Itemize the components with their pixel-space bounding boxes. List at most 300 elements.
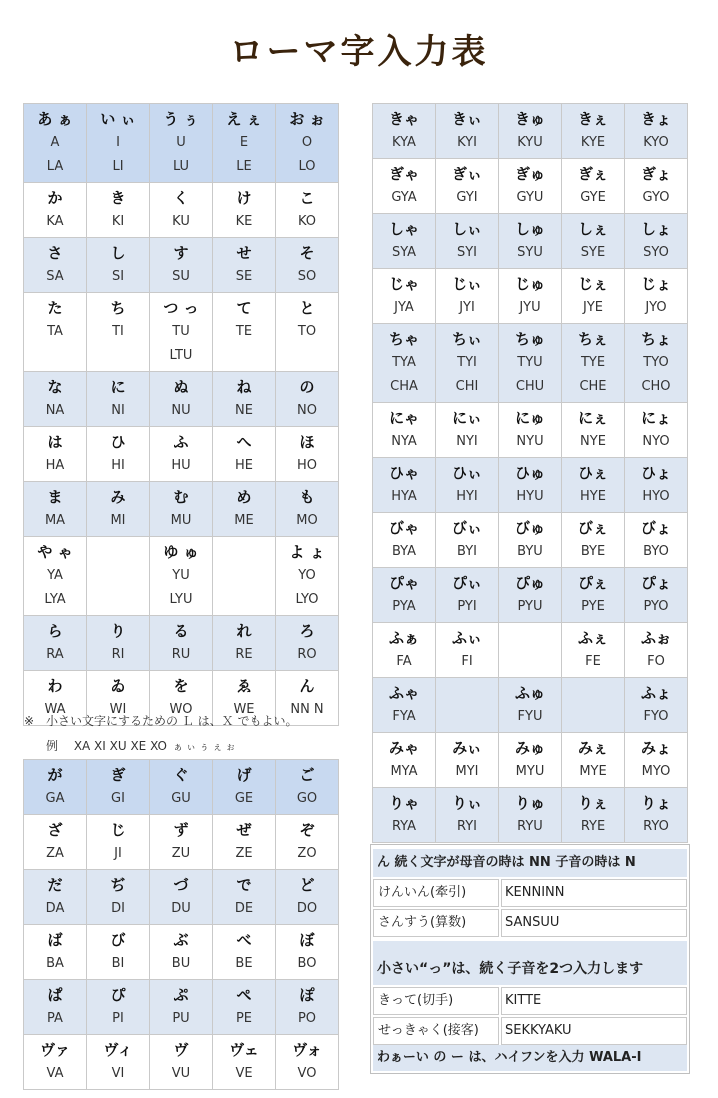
example-kana: ぁ ぃ ぅ ぇ ぉ (172, 742, 236, 753)
kana-cell (625, 513, 688, 568)
small-letter-note: ※ 小さい文字にするための Ｌ は、Ｘ でもよい。 (24, 714, 298, 728)
kana-cell (436, 623, 499, 678)
kana-row (373, 623, 688, 678)
example-row-kennin (373, 879, 687, 907)
kana-cell (625, 733, 688, 788)
kana-cell (87, 537, 150, 616)
kana-cell (436, 458, 499, 513)
kana-character: ふゃ (388, 684, 419, 702)
kana-character: れ (236, 622, 252, 640)
romaji-input: CHI (455, 379, 479, 394)
kana-character: きぃ (451, 110, 482, 128)
example-romaji: SANSUU (501, 909, 687, 937)
kana-character: き (110, 189, 126, 207)
kana-character: が (47, 766, 63, 784)
kana-cell (373, 623, 436, 678)
kana-cell (24, 427, 87, 482)
kana-cell (213, 760, 276, 815)
kana-cell (562, 458, 625, 513)
kana-cell (24, 870, 87, 925)
example-row-sansuu (373, 909, 687, 937)
kana-character: みぃ (452, 739, 482, 757)
example-romaji: KITTE (501, 987, 687, 1015)
romaji-input: GYA (391, 190, 417, 205)
romaji-input: RI (111, 647, 125, 662)
kana-character: ぜ (236, 821, 252, 839)
kana-character: びぇ (577, 519, 608, 537)
romaji-input: SI (111, 269, 125, 284)
kana-cell (213, 1035, 276, 1090)
romaji-input: VA (46, 1066, 64, 1081)
kana-cell (436, 104, 499, 159)
romaji-input: PA (47, 1011, 63, 1026)
kana-character: ひょ (640, 464, 671, 482)
kana-character: ま (47, 488, 63, 506)
romaji-input: MYA (390, 764, 418, 779)
kana-character: に (110, 378, 126, 396)
kana-cell (24, 238, 87, 293)
romaji-input: CHA (390, 379, 418, 394)
kana-cell (87, 482, 150, 537)
romaji-input: ZO (297, 846, 317, 861)
romaji-input: PYE (581, 599, 605, 614)
kana-cell (24, 760, 87, 815)
kana-character: と (299, 299, 315, 317)
kana-row (24, 870, 339, 925)
kana-cell (625, 159, 688, 214)
kana-cell (276, 537, 339, 616)
romaji-input: TA (47, 324, 63, 339)
kana-cell (213, 815, 276, 870)
kana-character: じ (110, 821, 126, 839)
kana-character: じぇ (577, 275, 608, 293)
example-word: けんいん(牽引) (373, 879, 499, 907)
romaji-input: TO (297, 324, 317, 339)
romaji-input: FO (647, 654, 665, 669)
kana-cell (562, 214, 625, 269)
kana-row (24, 482, 339, 537)
kana-character: た (47, 299, 63, 317)
romaji-input: KO (297, 214, 317, 229)
kana-cell (24, 293, 87, 372)
kana-character: ぼ (299, 931, 315, 949)
kana-character: びぃ (451, 519, 482, 537)
romaji-input: WO (169, 702, 193, 717)
romaji-input: ZU (171, 846, 191, 861)
kana-cell (213, 616, 276, 671)
kana-row (24, 815, 339, 870)
romaji-input: PE (235, 1011, 253, 1026)
romaji-input: SYE (580, 245, 606, 260)
romaji-input: VO (297, 1066, 317, 1081)
kana-character: や ゃ (37, 543, 73, 561)
kana-cell (373, 324, 436, 403)
kana-cell (150, 980, 213, 1035)
kana-character: びょ (640, 519, 671, 537)
romaji-input: BYE (580, 544, 606, 559)
kana-character: しゅ (514, 220, 545, 238)
romaji-input: GYO (642, 190, 670, 205)
combo-kana-table (372, 103, 688, 843)
kana-character: しぃ (452, 220, 482, 238)
kana-row (373, 269, 688, 324)
romaji-input: MO (296, 513, 318, 528)
kana-row (24, 616, 339, 671)
kana-cell (276, 427, 339, 482)
romaji-input: FYO (643, 709, 669, 724)
kana-character: じゃ (388, 275, 419, 293)
romaji-input: NO (297, 403, 317, 418)
kana-row (373, 458, 688, 513)
romaji-input: JYI (459, 300, 475, 315)
kana-character: ぎ (110, 766, 126, 784)
romaji-input: I (116, 135, 120, 150)
romaji-input: TYU (517, 355, 543, 370)
romaji-input: A (50, 135, 60, 150)
romaji-input: GE (234, 791, 254, 806)
kana-character: へ (236, 433, 252, 451)
kana-character: ど (299, 876, 315, 894)
kana-character: を (173, 677, 189, 695)
kana-cell (213, 980, 276, 1035)
kana-cell (499, 733, 562, 788)
romaji-input: MYE (579, 764, 607, 779)
romaji-input: FYA (392, 709, 416, 724)
kana-cell (87, 925, 150, 980)
romaji-input: NI (111, 403, 125, 418)
kana-character: ざ (47, 821, 63, 839)
kana-cell (373, 678, 436, 733)
romaji-input: PYA (392, 599, 416, 614)
romaji-input: JYU (519, 300, 541, 315)
kana-character: みゅ (514, 739, 545, 757)
kana-character: ぐ (173, 766, 189, 784)
kana-cell (625, 269, 688, 324)
kana-character: だ (47, 876, 63, 894)
small-tsu-rule: 小さい“っ”は、続く子音を2つ入力します (373, 941, 687, 985)
romaji-input: KE (235, 214, 253, 229)
kana-character: ふぁ (388, 629, 419, 647)
romaji-input: GYU (516, 190, 544, 205)
kana-character: ふぃ (451, 629, 482, 647)
kana-character: る (173, 622, 189, 640)
kana-cell (150, 1035, 213, 1090)
kana-character: ふ (173, 433, 189, 451)
kana-character: きゃ (388, 110, 419, 128)
kana-character: そ (299, 244, 315, 262)
romaji-input: SU (172, 269, 190, 284)
romaji-input: ZE (235, 846, 253, 861)
page-title: ローマ字入力表 (229, 32, 489, 72)
kana-cell (436, 788, 499, 843)
kana-character: ちょ (640, 330, 671, 348)
romaji-input: NN N (290, 702, 324, 717)
kana-character: びゅ (514, 519, 545, 537)
kana-cell (625, 678, 688, 733)
kana-character: さ (47, 244, 63, 262)
kana-character: ぷ (173, 986, 189, 1004)
romaji-input: MU (170, 513, 192, 528)
kana-character: ぱ (47, 986, 63, 1004)
kana-character: じゅ (514, 275, 545, 293)
kana-cell (87, 238, 150, 293)
romaji-input: TYI (457, 355, 477, 370)
romaji-input: HYA (391, 489, 417, 504)
romaji-input: KYO (643, 135, 669, 150)
kana-cell (562, 104, 625, 159)
kana-cell (150, 537, 213, 616)
kana-cell (562, 513, 625, 568)
kana-character: ぬ (173, 378, 189, 396)
kana-cell (276, 760, 339, 815)
kana-cell (436, 403, 499, 458)
kana-character: にゃ (389, 409, 419, 427)
example-word: さんすう(算数) (373, 909, 499, 937)
kana-character: ふゅ (514, 684, 545, 702)
romaji-input: BYU (517, 544, 543, 559)
kana-character: ぴ (110, 986, 126, 1004)
kana-cell (24, 616, 87, 671)
kana-cell (562, 788, 625, 843)
romaji-input: HYO (642, 489, 670, 504)
kana-character: て (236, 299, 252, 317)
kana-cell (150, 427, 213, 482)
kana-cell (499, 104, 562, 159)
input-rules-box (370, 844, 690, 1074)
kana-row (24, 104, 339, 183)
kana-character: ちゅ (514, 330, 545, 348)
kana-cell (499, 568, 562, 623)
kana-character: ぎゃ (388, 165, 419, 183)
romaji-input: YU (172, 568, 190, 583)
kana-cell (213, 925, 276, 980)
kana-cell (499, 623, 562, 678)
kana-cell (87, 1035, 150, 1090)
romaji-input: LE (236, 159, 252, 174)
kana-character: わ (47, 677, 63, 695)
example-romaji: SEKKYAKU (501, 1017, 687, 1045)
kana-character: ふょ (640, 684, 671, 702)
romaji-input: HO (296, 458, 317, 473)
romaji-input: JYA (394, 300, 414, 315)
kana-character: みょ (640, 739, 671, 757)
kana-character: きゅ (514, 110, 545, 128)
romaji-input: RU (171, 647, 191, 662)
kana-character: ぞ (299, 821, 315, 839)
romaji-input: KYE (580, 135, 606, 150)
romaji-input: FE (585, 654, 601, 669)
kana-character: ぴゃ (388, 574, 419, 592)
kana-cell (373, 403, 436, 458)
kana-row (373, 214, 688, 269)
kana-cell (625, 788, 688, 843)
kana-character: め (236, 488, 252, 506)
romaji-input: TYA (392, 355, 416, 370)
romaji-input: NYA (391, 434, 417, 449)
kana-character: ゆ ゅ (163, 543, 199, 561)
romaji-input: TYO (643, 355, 669, 370)
kana-cell (276, 482, 339, 537)
kana-cell (436, 678, 499, 733)
kana-cell (24, 815, 87, 870)
kana-character: り (110, 622, 126, 640)
kana-cell (87, 870, 150, 925)
romaji-input: CHE (579, 379, 607, 394)
romaji-input: CHU (515, 379, 545, 394)
romaji-input: FI (461, 654, 473, 669)
kana-character: りゅ (514, 794, 545, 812)
romaji-input: GO (296, 791, 318, 806)
romaji-input: KI (111, 214, 125, 229)
kana-cell (562, 403, 625, 458)
kana-row (24, 238, 339, 293)
kana-character: ひぃ (451, 464, 482, 482)
kana-cell (150, 870, 213, 925)
kana-cell (625, 214, 688, 269)
romaji-input: PYU (517, 599, 543, 614)
romaji-input: E (239, 135, 249, 150)
kana-row (24, 760, 339, 815)
romaji-input: DU (171, 901, 191, 916)
kana-character: しぇ (577, 220, 608, 238)
kana-cell (24, 104, 87, 183)
romaji-input: WA (44, 702, 66, 717)
kana-cell (213, 870, 276, 925)
romaji-input: DE (234, 901, 254, 916)
kana-character: りぃ (451, 794, 482, 812)
kana-character: ち (110, 299, 126, 317)
romaji-input: HA (45, 458, 65, 473)
kana-character: か (47, 189, 63, 207)
kana-cell (87, 104, 150, 183)
romaji-input: TU (172, 324, 190, 339)
kana-cell (562, 678, 625, 733)
voiced-kana-table (23, 759, 339, 1090)
kana-cell (276, 183, 339, 238)
kana-cell (87, 427, 150, 482)
kana-character: な (47, 378, 63, 396)
romaji-input: GU (171, 791, 191, 806)
romaji-input: GYI (456, 190, 478, 205)
kana-cell (373, 458, 436, 513)
kana-cell (213, 482, 276, 537)
romaji-input: GI (111, 791, 125, 806)
kana-row (24, 427, 339, 482)
kana-row (24, 372, 339, 427)
romaji-input: YO (298, 568, 316, 583)
romaji-input: U (176, 135, 186, 150)
romaji-input: KYA (392, 135, 416, 150)
romaji-input: KYI (457, 135, 477, 150)
romaji-input: SYI (456, 245, 478, 260)
kana-cell (87, 616, 150, 671)
romaji-input: WE (233, 702, 255, 717)
kana-character: よ ょ (289, 543, 325, 561)
romaji-input: NA (45, 403, 65, 418)
kana-character: みぇ (577, 739, 608, 757)
romaji-input: BYO (643, 544, 669, 559)
romaji-input: RYU (517, 819, 543, 834)
romaji-input: KYU (517, 135, 543, 150)
kana-cell (150, 293, 213, 372)
kana-character: ぴぇ (577, 574, 608, 592)
romaji-input: FA (396, 654, 412, 669)
kana-cell (373, 733, 436, 788)
kana-cell (150, 815, 213, 870)
kana-cell (562, 623, 625, 678)
romaji-input: HU (171, 458, 191, 473)
kana-character: ぴょ (640, 574, 671, 592)
kana-cell (499, 324, 562, 403)
romaji-input: LU (172, 159, 190, 174)
romaji-input: LYU (169, 592, 193, 607)
kana-character: あ ぁ (37, 110, 73, 128)
kana-character: ほ (299, 433, 315, 451)
romaji-input: MYU (515, 764, 545, 779)
kana-cell (373, 788, 436, 843)
kana-cell (87, 815, 150, 870)
kana-row (24, 925, 339, 980)
kana-cell (562, 324, 625, 403)
kana-cell (150, 104, 213, 183)
romaji-input: HYE (580, 489, 606, 504)
kana-row (24, 293, 339, 372)
kana-cell (150, 238, 213, 293)
kana-character: お ぉ (289, 110, 325, 128)
romaji-input: NE (235, 403, 253, 418)
kana-character: きぇ (577, 110, 608, 128)
romaji-input: RO (297, 647, 317, 662)
kana-cell (562, 269, 625, 324)
kana-character: ふぇ (577, 629, 608, 647)
kana-row (373, 104, 688, 159)
kana-cell (213, 293, 276, 372)
romaji-input: KA (46, 214, 64, 229)
romaji-input: BE (235, 956, 253, 971)
kana-cell (499, 403, 562, 458)
kana-character: ふぉ (640, 629, 671, 647)
kana-character: い ぃ (100, 110, 136, 128)
romaji-input: SYO (643, 245, 669, 260)
kana-character: ひゃ (388, 464, 419, 482)
kana-cell (276, 1035, 339, 1090)
romaji-input: PYO (643, 599, 669, 614)
kana-cell (436, 269, 499, 324)
kana-cell (87, 372, 150, 427)
kana-character: ば (47, 931, 63, 949)
kana-row (373, 513, 688, 568)
kana-character: も (299, 488, 315, 506)
example-romaji: KENNINN (501, 879, 687, 907)
kana-character: び (110, 931, 126, 949)
kana-cell (87, 760, 150, 815)
kana-character: ぎぃ (451, 165, 482, 183)
kana-character: じぃ (452, 275, 482, 293)
kana-row (24, 1035, 339, 1090)
romaji-input: LYA (44, 592, 66, 607)
kana-character: ちぇ (577, 330, 608, 348)
romaji-input: MYI (455, 764, 479, 779)
kana-character: ひぇ (577, 464, 608, 482)
kana-cell (499, 269, 562, 324)
example-row-sekkyaku (373, 1017, 687, 1045)
romaji-input: LA (46, 159, 64, 174)
kana-character: く (173, 189, 189, 207)
kana-cell (213, 537, 276, 616)
kana-cell (562, 159, 625, 214)
romaji-input: BO (297, 956, 317, 971)
kana-character: つ っ (163, 299, 199, 317)
